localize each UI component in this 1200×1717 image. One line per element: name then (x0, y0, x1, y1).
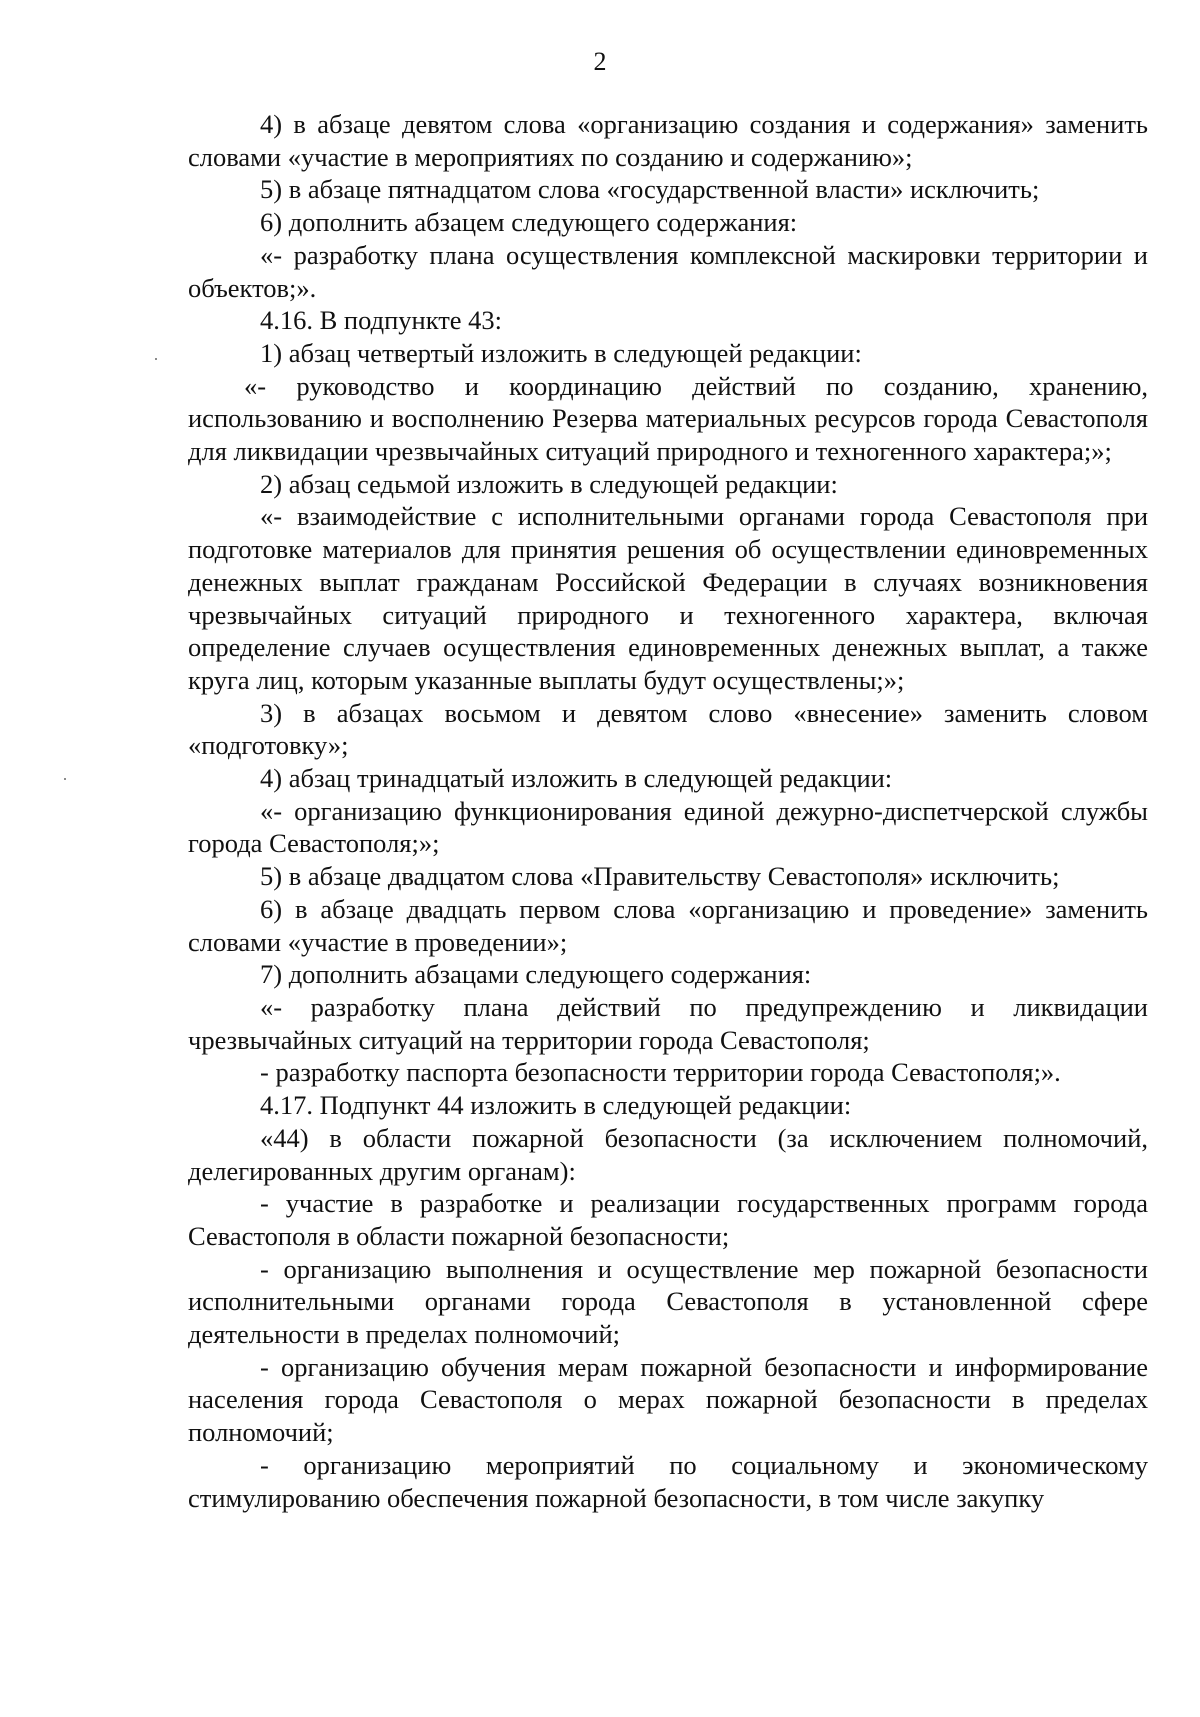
paragraph: 6) дополнить абзацем следующего содержания: (260, 207, 798, 238)
paragraph: «44) в области пожарной безопасности (за исключением полномочий, делегированных другим органам): (188, 1122, 1148, 1186)
paragraph: 6) в абзаце двадцать первом слова «организацию и проведение» заменить словами «участие в проведении»; (188, 893, 1148, 957)
paragraph: 4) в абзаце девятом слова «организацию создания и содержания» заменить словами «участие в мероприятиях по созданию и содержанию»; (188, 109, 1148, 172)
document-body (188, 108, 1148, 1514)
paragraph: «- руководство и координацию действий по созданию, хранению, использованию и восполнению Резерва материальных ресурсов города Севастополя для ликвидации чрезвычайных ситуаций природного и техногенного характера;»; (188, 370, 1148, 467)
scan-speck (64, 778, 66, 780)
paragraph: 1) абзац четвертый изложить в следующей редакции: (260, 337, 862, 368)
page-number: 2 (593, 47, 607, 76)
paragraph: 4) абзац тринадцатый изложить в следующей редакции: (260, 763, 893, 794)
paragraph: - организацию выполнения и осуществление мер пожарной безопасности исполнительными органами города Севастополя в установленной сфере деятельности в пределах полномочий; (188, 1253, 1148, 1350)
paragraph: «- разработку плана действий по предупреждению и ликвидации чрезвычайных ситуаций на территории города Севастополя; (188, 991, 1148, 1055)
paragraph: «- взаимодействие с исполнительными органами города Севастополя при подготовке материалов для принятия решения об осуществлении единовременных денежных выплат гражданам Российской Федерации в случаях возникновения чрезвычайных ситуаций природного и техногенного характера, включая определение случаев осуществления единовременных денежных выплат, а также круга лиц, которым указанные выплаты будут осуществлены;»; (188, 501, 1148, 695)
paragraph: 5) в абзаце двадцатом слова «Правительству Севастополя» исключить; (260, 861, 1060, 892)
paragraph: 3) в абзацах восьмом и девятом слово «внесение» заменить словом «подготовку»; (188, 697, 1148, 761)
paragraph: - организацию мероприятий по социальному и экономическому стимулированию обеспечения пожарной безопасности, в том числе закупку (188, 1449, 1148, 1513)
paragraph: - разработку паспорта безопасности территории города Севастополя;». (260, 1057, 1061, 1088)
paragraph: 2) абзац седьмой изложить в следующей редакции: (260, 468, 838, 499)
section-heading: 4.17. Подпункт 44 изложить в следующей редакции: (260, 1090, 852, 1121)
paragraph: - участие в разработке и реализации государственных программ города Севастополя в области пожарной безопасности; (188, 1188, 1148, 1251)
scan-speck (155, 358, 157, 360)
paragraph: «- организацию функционирования единой дежурно-диспетчерской службы города Севастополя;»; (188, 795, 1148, 859)
paragraph: «- разработку плана осуществления комплексной маскировки территории и объектов;». (188, 239, 1148, 303)
paragraph: - организацию обучения мерам пожарной безопасности и информирование населения города Севастополя о мерах пожарной безопасности в пределах полномочий; (188, 1351, 1148, 1448)
paragraph: 5) в абзаце пятнадцатом слова «государственной власти» исключить; (260, 174, 1040, 205)
paragraph: 7) дополнить абзацами следующего содержания: (260, 959, 812, 990)
section-heading: 4.16. В подпункте 43: (260, 305, 503, 336)
